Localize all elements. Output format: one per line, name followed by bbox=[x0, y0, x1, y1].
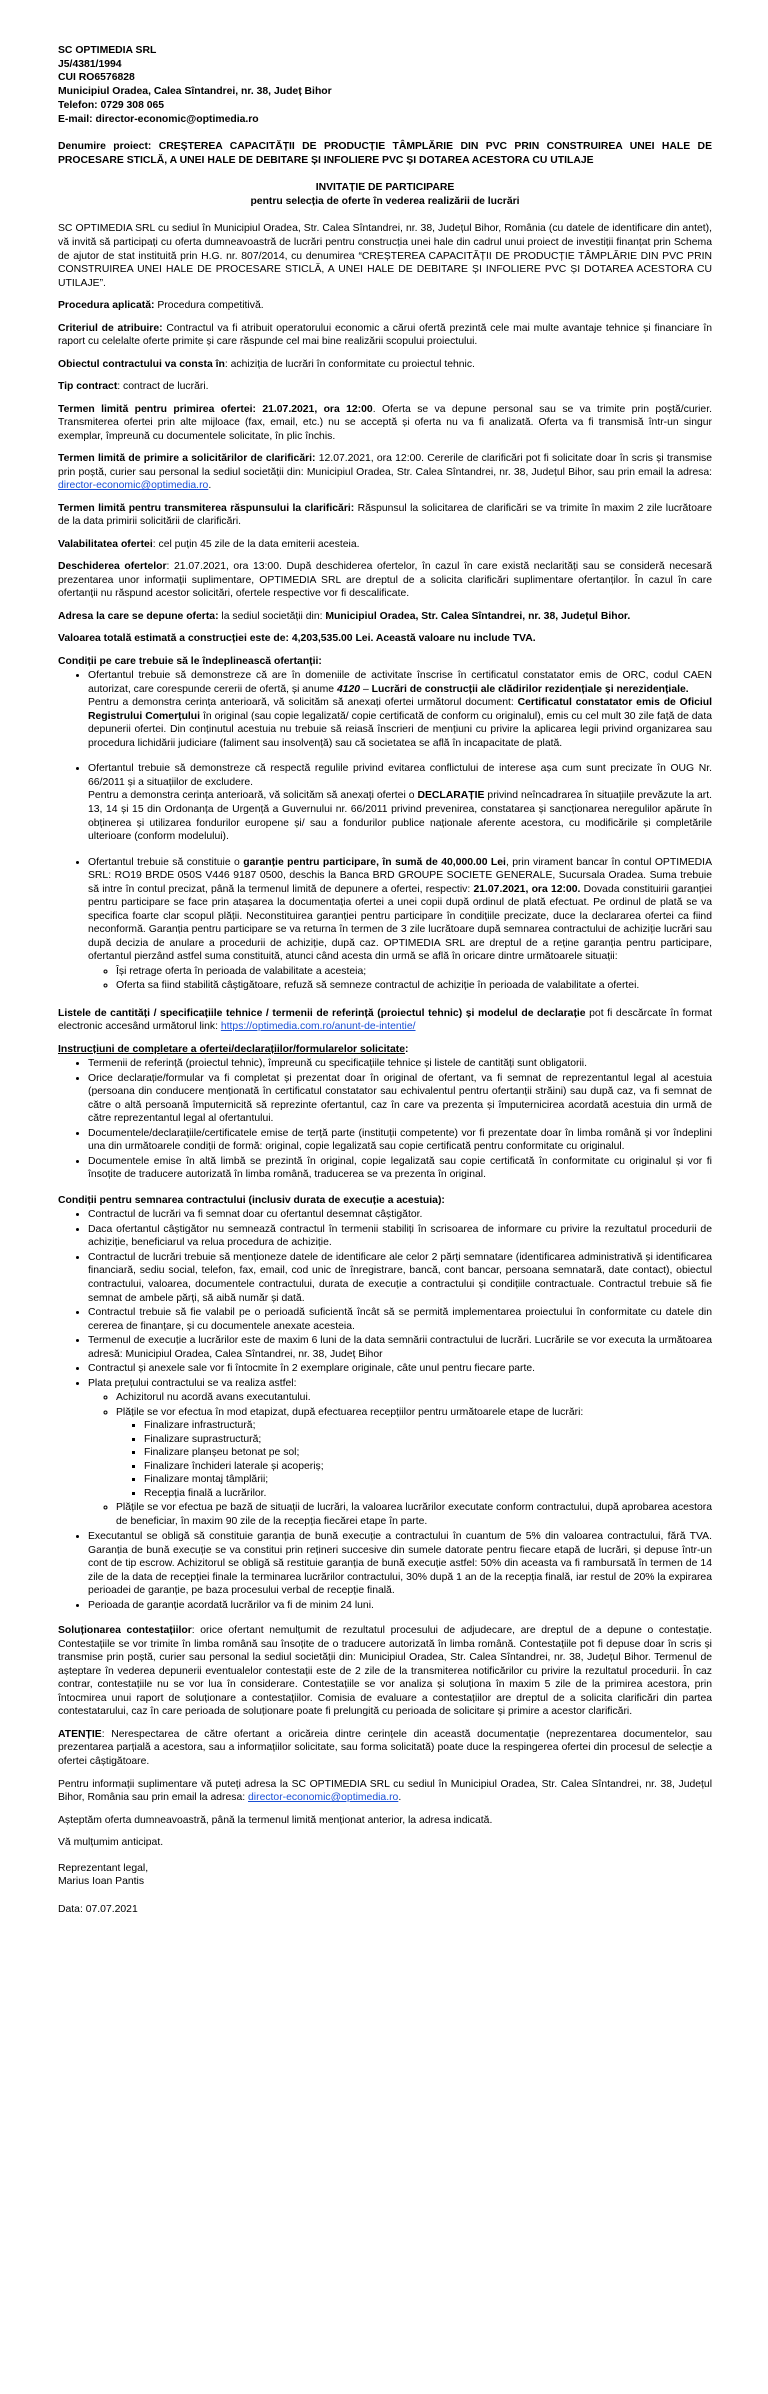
obiect-paragraph bbox=[58, 358, 712, 372]
conditii-heading: Condiții pe care trebuie să le îndeplinească ofertanții: bbox=[58, 655, 322, 667]
liste-text: pot fi descărcate în format electronic accesând următorul link: bbox=[58, 1007, 712, 1033]
email-link[interactable]: director-economic@optimedia.ro bbox=[58, 480, 209, 492]
procedura-text: Procedura competitivă. bbox=[154, 300, 264, 312]
tip-label: Tip contract bbox=[58, 381, 118, 393]
termen-oferte-label: Termen limită pentru primirea ofertei: 21.07.2021, ora 12:00 bbox=[58, 403, 373, 415]
multumim-paragraph: Vă mulțumim anticipat. bbox=[58, 1837, 164, 1849]
obiect-text: : achiziția de lucrări în conformitate cu proiectul tehnic. bbox=[224, 358, 475, 370]
semnare-list bbox=[58, 1208, 712, 1612]
semnare-item: • Daca ofertantul câștigător nu semnează contractul în termenii stabiliți în scrisoarea de informare cu privire la rezultatul procedurii de achiziție, beneficiarul va relua procedura de achiziție. bbox=[88, 1223, 712, 1250]
company-header bbox=[58, 44, 712, 126]
semnare-item-perioada: • Perioada de garanție acordată lucrărilor va fi de minim 24 luni. bbox=[88, 1599, 712, 1613]
plata-avans: ◦ Achizitorul nu acordă avans executantului. bbox=[116, 1391, 712, 1405]
criteriu-text: Contractul va fi atribuit operatorului economic a cărui ofertă prezintă cele mai multe avantaje tehnice și financiare în raport cu celelalte oferte primite și care răspunde cel mai bine realizării scopului proiectului. bbox=[58, 322, 712, 348]
plata-situatii: ◦ Plățile se vor efectua pe bază de situații de lucrări, la valoarea lucrărilor executate conform contractului, după aprobarea acestora de beneficiar, în maxim 90 zile de la recepția fiecărei etape în parte. bbox=[116, 1501, 712, 1528]
etapa-item: ▪ Finalizare suprastructură; bbox=[144, 1433, 712, 1447]
plata-etapizat bbox=[116, 1406, 712, 1501]
atentie-label: ATENȚIE bbox=[58, 1728, 102, 1740]
conditii-item-garantie bbox=[88, 856, 712, 993]
garantie-text-c: , prin virament bancar în contul OPTIMEDIA SRL: RO19 BRDE 050S V446 9187 0500, deschis la Banca BRD GROUPE SOCIETE GENERALE, Sucursala Oradea. Suma trebuie să intre în contul precizat, până la termenul limită de depunere a ofertei, respectiv: bbox=[88, 856, 712, 895]
conditii-caen-text: Ofertantul trebuie să demonstreze că are în domeniile de activitate înscrise în certificatul constatator emis de ORC, codul CAEN autorizat, care corespunde cererii de ofertă, și anume bbox=[88, 670, 712, 695]
semnare-item: • Contractul de lucrări va fi semnat doar cu ofertantul desemnat câștigător. bbox=[88, 1208, 712, 1222]
instructiuni-item: • Termenii de referință (proiectul tehnic), împreună cu specificațiile tehnice și listele de cantități sunt obligatorii. bbox=[88, 1057, 712, 1071]
caen-description: Lucrări de construcții ale clădirilor rezidențiale și nerezidențiale. bbox=[371, 683, 689, 695]
liste-bold: Listele de cantități / specificațiile tehnice / termenii de referință (proiectul tehnic) și modelul de declarație bbox=[58, 1007, 586, 1019]
termen-raspuns-paragraph bbox=[58, 502, 712, 529]
procedura-paragraph bbox=[58, 299, 712, 313]
instructiuni-item: • Documentele/declarațiile/certificatele emise de terță parte (instituții competente) vor fi prezentate doar în limba română și vor îndeplini una din următoarele condiții de formă: original, copie legalizată sau copie certificată pentru conformitate cu originalul. bbox=[88, 1127, 712, 1154]
garantie-situation: ◦ Oferta sa fiind stabilită câștigătoare, refuză să semneze contractul de achiziție în perioada de valabilitate a ofertei. bbox=[116, 979, 712, 993]
plata-etapizat-text: Plățile se vor efectua în mod etapizat, după efectuarea recepțiilor pentru următoarele etape de lucrări: bbox=[116, 1406, 584, 1418]
plata-sublist bbox=[88, 1391, 712, 1528]
obiect-label: Obiectul contractului va consta în bbox=[58, 358, 225, 370]
deschidere-text: : 21.07.2021, ora 13:00. După deschiderea ofertelor, în cazul în care există neclarități sau se consideră necesară prezentarea unor informații suplimentare, OPTIMEDIA SRL are dreptul de a solicita clarificări suplimentare ofertanților. În cazul în care ofertanții nu răspund acestor solicitări, ofertele respective vor fi descalificate. bbox=[58, 561, 712, 600]
termen-oferte-text: . Oferta se va depune personal sau se va trimite prin poștă/curier. Transmiterea ofertei prin alte mijloace (fax, email, etc.) nu se acceptă și oferta nu va fi analizată. Oferta va fi transmisă într-un singur exemplar, împreună cu documentele solicitate, în plic închis. bbox=[58, 403, 712, 442]
conditii-list bbox=[58, 669, 712, 992]
download-link[interactable]: https://optimedia.com.ro/anunt-de-intentie/ bbox=[220, 1021, 416, 1033]
semnare-item: • Contractul de lucrări trebuie să menționeze datele de identificare ale celor 2 părți semnatare (identificarea administrativă și identificarea financiară, sediu social, telefon, fax, email, cod unic de înregistrare, bancă, cont bancar, persoana semnatară, date contact), obiectul contractului, valoarea, documentele contractului, durata de execuție a contractului și condițiile contractuale. Contractul trebuie să fie semnat de ambele părți, să aibă număr și dată. bbox=[88, 1251, 712, 1305]
atentie-text: : Nerespectarea de către ofertant a oricăreia dintre cerințele din această documentație (neprezentarea documentelor, sau prezentarea parțială a acestora, sau a informațiilor solicitate, sau forma solicitată) poate duce la respingerea ofertei din procesul de selecție a ofertei câștigătoare. bbox=[58, 1728, 712, 1767]
doc-title: INVITAȚIE DE PARTICIPARE bbox=[315, 182, 455, 194]
tip-paragraph bbox=[58, 380, 712, 394]
termen-raspuns-text: Răspunsul la solicitarea de clarificări se va trimite în maxim 2 zile lucrătoare de la data primirii solicitării de clarificări. bbox=[58, 502, 712, 528]
semnare-item-plata bbox=[88, 1377, 712, 1529]
valabilitate-label: Valabilitatea ofertei bbox=[58, 538, 153, 550]
semnare-item: • Contractul și anexele sale vor fi întocmite în 2 exemplare originale, câte unul pentru fiecare parte. bbox=[88, 1362, 712, 1376]
conflict-doc bbox=[88, 789, 712, 843]
company-cui: CUI RO6576828 bbox=[58, 72, 135, 84]
valabilitate-paragraph bbox=[58, 538, 712, 552]
company-email: E-mail: director-economic@optimedia.ro bbox=[58, 113, 259, 125]
criteriu-label: Criteriul de atribuire: bbox=[58, 322, 163, 334]
termen-clarificari-paragraph bbox=[58, 452, 712, 493]
adresa-label: Adresa la care se depune oferta: bbox=[58, 610, 219, 622]
semnare-item: • Termenul de execuție a lucrărilor este de maxim 6 luni de la data semnării contractului de lucrări. Lucrările se vor executa la următoarea adresă: Municipiul Oradea, Calea Sîntandrei, nr. 38, Județ Bihor bbox=[88, 1334, 712, 1361]
semnare-heading: Condiții pentru semnarea contractului (inclusiv durata de execuție a acestuia): bbox=[58, 1194, 445, 1206]
valabilitate-text: : cel puțin 45 zile de la data emiterii acesteia. bbox=[152, 538, 360, 550]
termen-clarificari-text: 12.07.2021, ora 12:00. Cererile de clarificări pot fi solicitate doar în scris și transmise prin poștă, curier sau personal la sediul societății din: Municipiul Oradea, Str. Calea Sîntandrei, nr. 38, Județul Bihor, sau prin email la adresa: bbox=[58, 453, 712, 478]
valoare-paragraph: Valoarea totală estimată a construcției este de: 4,203,535.00 Lei. Această valoare nu include TVA. bbox=[58, 633, 536, 645]
caen-doc-bold: Certificatul constatator emis de Oficiul Registrului Comerțului bbox=[88, 697, 712, 722]
etapa-item: ▪ Finalizare planșeu betonat pe sol; bbox=[144, 1446, 712, 1460]
info-email-link[interactable]: director-economic@optimedia.ro bbox=[248, 1792, 399, 1804]
contestatii-label: Soluționarea contestațiilor bbox=[58, 1625, 192, 1637]
garantie-situation: ◦ Își retrage oferta în perioada de valabilitate a acesteia; bbox=[116, 965, 712, 979]
caen-doc-text: Pentru a demonstra cerința anterioară, vă solicităm să anexați ofertei următorul document: bbox=[88, 697, 518, 709]
etapa-item: ▪ Finalizare infrastructură; bbox=[144, 1419, 712, 1433]
contestatii-paragraph bbox=[58, 1624, 712, 1719]
procedura-label: Procedura aplicată: bbox=[58, 300, 155, 312]
plata-text: Plata prețului contractului se va realiza astfel: bbox=[88, 1377, 297, 1389]
instructiuni-heading-text: Instrucțiuni de completare a ofertei/declarațiilor/formularelor solicitate bbox=[58, 1043, 406, 1055]
conditii-item-caen bbox=[88, 669, 712, 750]
criteriu-paragraph bbox=[58, 322, 712, 349]
caen-code: 4120 bbox=[336, 683, 361, 695]
signature-name: Marius Ioan Pantis bbox=[58, 1876, 145, 1888]
termen-raspuns-label: Termen limită pentru transmiterea răspunsului la clarificări: bbox=[58, 502, 355, 514]
garantie-bold: garanție pentru participare, în sumă de 40,000.00 Lei bbox=[243, 856, 506, 868]
conflict-text: Ofertantul trebuie să demonstreze că respectă regulile privind evitarea conflictului de interese așa cum sunt precizate în OUG Nr. 66/2011 și a situațiilor de excludere. bbox=[88, 763, 712, 788]
garantie-text-a: Ofertantul trebuie să constituie o bbox=[88, 856, 244, 868]
liste-paragraph bbox=[58, 1007, 712, 1034]
intro-paragraph: SC OPTIMEDIA SRL cu sediul în Municipiul Oradea, Str. Calea Sîntandrei, nr. 38, Județul Bihor, România (cu datele de identificare din antet), vă invită să participați cu oferta dumneavoastră de lucrări pentru construcția unei hale din cadrul unui proiect de investiții finanțat prin Schema de ajutor de stat instituită prin H.G. nr. 807/2014, cu denumirea “CREȘTEREA CAPACITĂȚII DE PRODUCȚIE TÂMPLĂRIE DIN PVC PRIN CONSTRUIREA UNEI HALE DE PROCESARE STICLĂ, A UNEI HALE DE DEBITARE ȘI INFOLIERE PVC ȘI DOTAREA ACESTORA CU UTILAJE”. bbox=[58, 223, 712, 289]
company-address: Municipiul Oradea, Calea Sîntandrei, nr. 38, Județ Bihor bbox=[58, 86, 332, 98]
garantie-text-e: Dovada constituirii garanției pentru participare se face prin atașarea la documentația ofertei a unei copii după ordinul de plată efectuat. Pe ordinul de plată se va specifica foarte clar scopul plății. Neconstituirea garanției pentru participare în condițiile precizate, duce la declararea ofertei ca fiind neconformă. Garanția pentru participare se va returna în termen de 3 zile lucrătoare după semnarea contractului de achiziție lucrări sau după decizia de anulare a procedurii de achiziție, după caz. OPTIMEDIA SRL are dreptul de a reține garanția pentru participare, ofertantul pierzând astfel suma constituită, atunci când acesta din urmă se află în oricare dintre următoarele situații: bbox=[88, 883, 713, 963]
adresa-text: la sediul societății din: bbox=[218, 610, 326, 622]
garantie-situations bbox=[88, 965, 712, 993]
company-name: SC OPTIMEDIA SRL bbox=[58, 45, 157, 56]
info-paragraph bbox=[58, 1778, 712, 1805]
conflict-doc-text: Pentru a demonstra cerința anterioară, vă solicităm să anexați ofertei o bbox=[88, 790, 418, 802]
info-text: Pentru informații suplimentare vă puteți adresa la SC OPTIMEDIA SRL cu sediul în Municipiul Oradea, Str. Calea Sîntandrei, nr. 38, Județul Bihor, România sau prin email la adresa: bbox=[58, 1778, 712, 1804]
company-phone: Telefon: 0729 308 065 bbox=[58, 99, 165, 111]
conditii-caen-doc bbox=[88, 696, 712, 750]
adresa-paragraph bbox=[58, 610, 712, 624]
conditii-item-conflict bbox=[88, 762, 712, 843]
declaratie-bold: DECLARAȚIE bbox=[417, 790, 485, 802]
termen-clarificari-label: Termen limită de primire a solicitărilor de clarificări: bbox=[58, 453, 316, 465]
instructiuni-item: • Documentele emise în altă limbă se prezintă în original, copie legalizată sau copie certificată în conformitate cu originalul și vor fi însoțite de traducere autorizată în limba română, traducerea se va prezenta în original. bbox=[88, 1155, 712, 1182]
semnare-item: • Contractul trebuie să fie valabil pe o perioadă suficientă încât să se permită implementarea proiectului în conformitate cu datele din cererea de finanțare, și cu documentele anexate acesteia. bbox=[88, 1306, 712, 1333]
instructiuni-list bbox=[58, 1057, 712, 1182]
doc-subtitle: pentru selecția de oferte în vederea realizării de lucrări bbox=[250, 195, 520, 207]
instructiuni-heading bbox=[58, 1043, 712, 1057]
caen-doc-rest: în original (sau copie legalizată/ copie certificată de conform cu originalul), emis cu cel mult 30 zile față de data depunerii ofertei. Din conținutul acestuia nu trebuie să reiasă înscrieri de mențiuni cu privire la aplicarea legii privind organizarea sau procedura lichidării judiciare (faliment sau insolvență) sau că societatea se află în incapacitate de plată. bbox=[88, 710, 713, 749]
instructiuni-heading-colon: : bbox=[405, 1043, 409, 1055]
tip-text: : contract de lucrări. bbox=[117, 381, 209, 393]
asteptam-paragraph: Așteptăm oferta dumneavoastră, până la termenul limită menționat anterior, la adresa indicată. bbox=[58, 1814, 493, 1826]
contestatii-text: : orice ofertant nemulțumit de rezultatul procesului de adjudecare, are dreptul de a depune o contestație. Contestațiile se vor trimite în limba română sau însoțite de o traducere autorizată în limba română. Contestațiile pot fi depuse doar în scris și transmise prin poștă, curier sau personal la sediul societății din: Municipiul Oradea, Str. Calea Sîntandrei, nr. 38, Județul Bihor. Termenul de așteptare în vederea depunerii eventualelor contestații este de 2 zile de la transmiterea notificărilor cu privire la rezultatul procedurii. În caz contrar, contestațiile nu se vor lua în considerare. Contestațiile se vor analiza și soluționa în maxim 5 zile de la primirea acestora, prin întocmirea unui raport de soluționare a contestațiilor. Comisia de evaluare a contestațiilor are dreptul de a solicita clarificări din partea contestatarului, caz în care perioada de soluționare poate fi prelungită cu perioada de solicitare și primire a acestor clarificări. bbox=[58, 1625, 712, 1718]
signature-block bbox=[58, 1862, 712, 1917]
conflict-doc-rest: privind neîncadrarea în situațiile prevăzute la art. 13, 14 și 15 din Ordonanța de Urgență a Guvernului nr. 66/2011 privind prevenirea, constatarea și sancționarea neregulilor apărute în obținerea și utilizarea fondurilor europene și/ sau a fondurilor publice naționale aferente acestora, cu modificările și completările ulterioare (conform modelului). bbox=[88, 790, 712, 843]
project-name: Denumire proiect: CREȘTEREA CAPACITĂȚII DE PRODUCȚIE TÂMPLĂRIE DIN PVC PRIN CONSTRUIREA UNEI HALE DE PROCESARE STICLĂ, A UNEI HALE DE DEBITARE ȘI INFOLIERE PVC ȘI DOTAREA ACESTORA CU UTILAJE bbox=[58, 141, 712, 166]
deschidere-label: Deschiderea ofertelor bbox=[58, 561, 167, 573]
garantie-deadline: 21.07.2021, ora 12:00. bbox=[473, 883, 581, 895]
atentie-paragraph bbox=[58, 1728, 712, 1769]
instructiuni-item: • Orice declarație/formular va fi completat și prezentat doar în original de ofertant, va fi semnat de reprezentantul legal al acestuia (persoana din conducere menționată în certificatul constatator sau echivalentul pentru ofertanții străini) sau după caz, va fi semnat de către o altă persoană împuternicită să reprezinte ofertantul, caz în care va prezenta și împuternicirea acordată acestuia din urmă de către reprezentantul legal al ofertantului. bbox=[88, 1072, 712, 1126]
etapa-item: ▪ Finalizare montaj tâmplării; bbox=[144, 1473, 712, 1487]
deschidere-paragraph bbox=[58, 560, 712, 601]
company-reg: J5/4381/1994 bbox=[58, 58, 122, 70]
signature-role: Reprezentant legal, bbox=[58, 1862, 149, 1874]
termen-clarificari-end: . bbox=[208, 480, 212, 492]
termen-oferte-paragraph bbox=[58, 403, 712, 444]
semnare-item-garantie: • Executantul se obligă să constituie garanția de bună execuție a contractului în cuantum de 5% din valoarea contractului, fără TVA. Garanția de bună execuție se va constitui prin rețineri succesive din sumele datorate pentru fiecare etapă de lucrări, și depuse într-un cont de tip escrow. Achizitorul se obligă să restituie garanția de bună execuție astfel: 50% din aceasta va fi rambursată în termen de 14 zile de la data de recepției finale la terminarea lucrărilor contractului, 30% după 1 an de la recepția finală, iar restul de 20% la expirarea perioadei de garanție, pe baza procesului verbal de recepție finală. bbox=[88, 1530, 712, 1598]
info-end: . bbox=[398, 1792, 402, 1804]
caen-dash: – bbox=[360, 683, 372, 695]
adresa-bold: Municipiul Oradea, Str. Calea Sîntandrei, nr. 38, Județul Bihor. bbox=[325, 610, 631, 622]
etape-list bbox=[116, 1419, 712, 1500]
etapa-item: ▪ Finalizare închideri laterale și acoperiș; bbox=[144, 1460, 712, 1474]
signature-date: Data: 07.07.2021 bbox=[58, 1903, 138, 1915]
etapa-item: ▪ Recepția finală a lucrărilor. bbox=[144, 1487, 712, 1501]
